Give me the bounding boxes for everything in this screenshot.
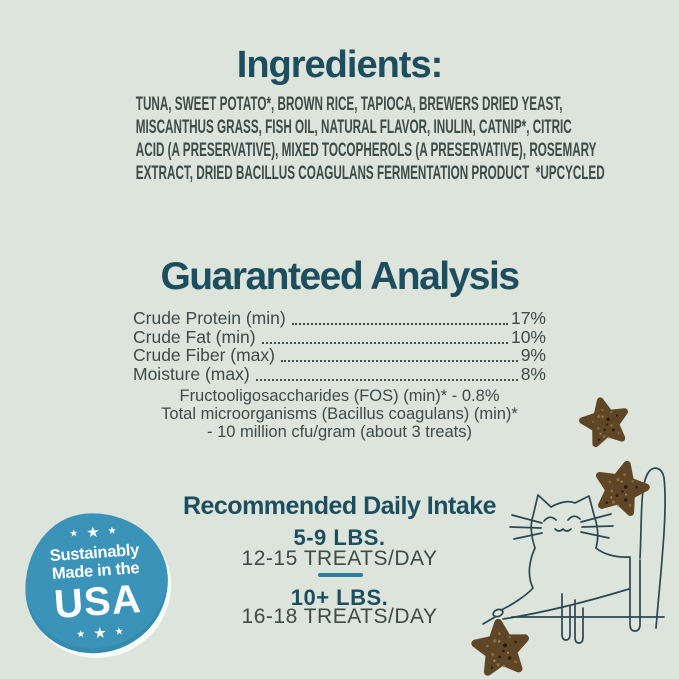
table-row (133, 363, 546, 384)
star-icon: ★ (114, 625, 125, 638)
star-icon: ★ (75, 628, 86, 641)
ingredients-line: MISCANTHUS GRASS, FISH OIL, NATURAL FLAVOR, INULIN, CATNIP*, CITRIC (135, 116, 572, 138)
analysis-value: 8% (520, 363, 546, 384)
analysis-label: Moisture (max) (133, 363, 250, 384)
star-icon: ★ (68, 527, 79, 540)
guaranteed-analysis-title: Guaranteed Analysis (160, 255, 519, 298)
intake-weight-range: 5-9 LBS. (293, 525, 386, 550)
badge-usa-text: USA (52, 576, 143, 627)
star-row (69, 524, 117, 541)
analysis-value: 10% (510, 326, 546, 347)
badge-text: Made in the (51, 559, 140, 584)
analysis-value: 17% (510, 308, 546, 329)
ingredients-title: Ingredients: (236, 44, 443, 86)
badge-text: Sustainably (49, 540, 140, 565)
footnote-line: Total microorganisms (Bacillus coagulans) (min)* (161, 405, 518, 423)
intake-amount: 12-15 TREATS/DAY (241, 547, 438, 570)
ingredients-line: ACID (A PRESERVATIVE), MIXED TOCOPHEROLS (A PRESERVATIVE), ROSEMARY (135, 139, 597, 161)
analysis-label: Crude Fat (min) (133, 326, 256, 347)
dot-leader (256, 379, 518, 381)
ingredients-line: EXTRACT, DRIED BACILLUS COAGULANS FERMENTATION PRODUCT *UPCYCLED (135, 162, 605, 184)
ingredients-line: TUNA, SWEET POTATO*, BROWN RICE, TAPIOCA, BREWERS DRIED YEAST, (135, 93, 563, 115)
star-icon: ★ (92, 623, 108, 642)
guaranteed-analysis-table (133, 308, 546, 385)
intake-weight-range: 10+ LBS. (290, 585, 389, 610)
ingredients-list (135, 93, 605, 185)
section-divider (318, 573, 363, 577)
dot-leader (292, 323, 508, 325)
analysis-footnotes (0, 387, 679, 441)
dot-leader (281, 360, 518, 362)
star-icon: ★ (85, 523, 101, 542)
daily-intake-title: Recommended Daily Intake (182, 492, 497, 520)
analysis-label: Crude Protein (min) (133, 308, 286, 329)
intake-amount: 16-18 TREATS/DAY (241, 605, 438, 628)
analysis-label: Crude Fiber (max) (133, 345, 275, 366)
dot-leader (262, 342, 508, 344)
footnote-line: Fructooligosaccharides (FOS) (min)* - 0.8% (179, 387, 500, 405)
analysis-value: 9% (520, 345, 546, 366)
footnote-line: - 10 million cfu/gram (about 3 treats) (206, 423, 473, 441)
star-icon: ★ (107, 524, 117, 537)
star-row (76, 625, 124, 642)
